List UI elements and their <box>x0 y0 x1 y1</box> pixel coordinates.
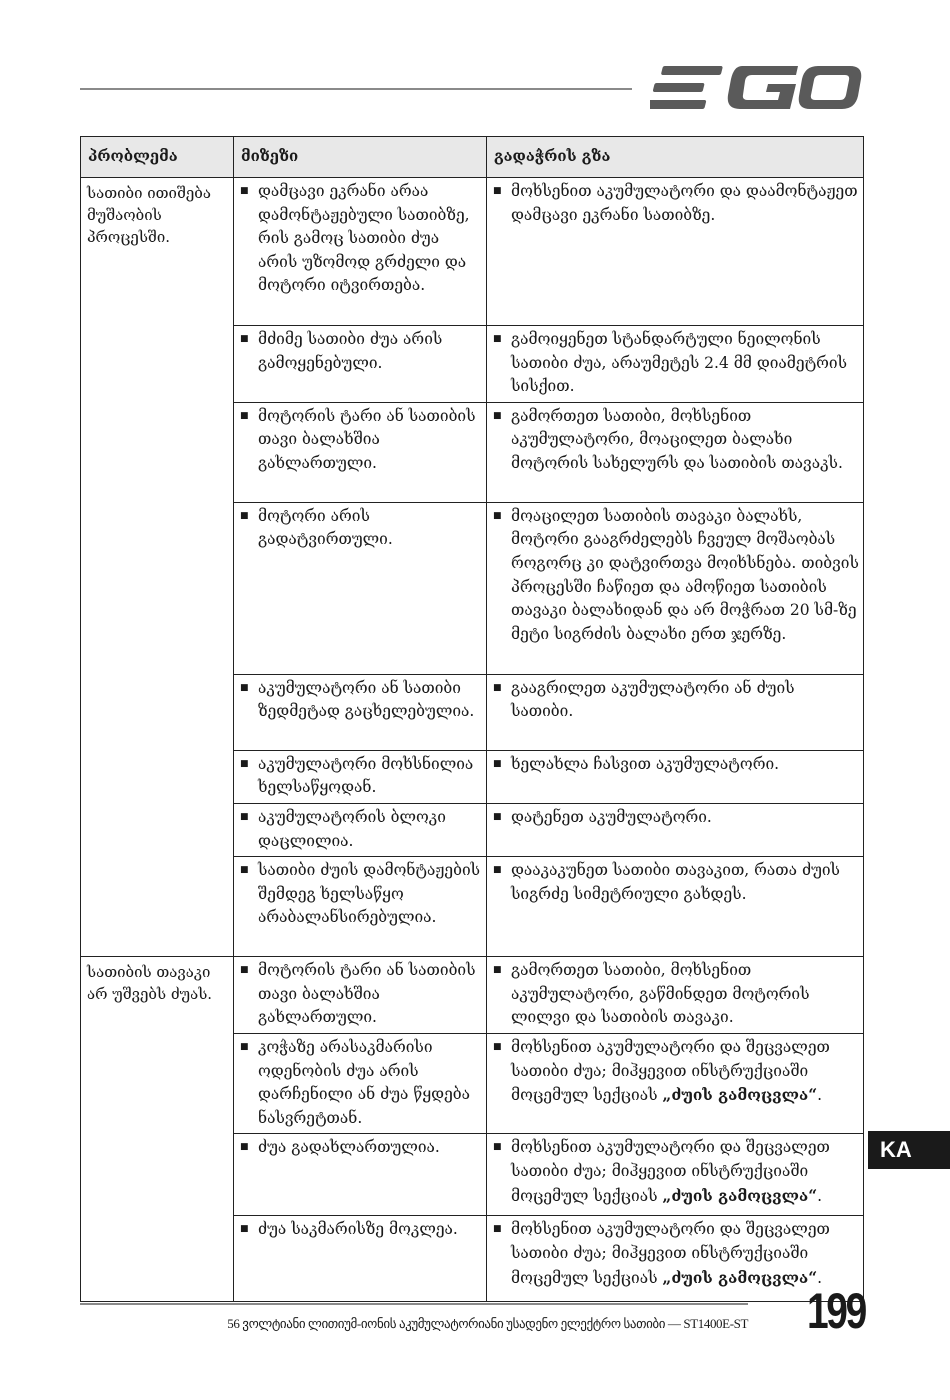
bullet-icon: ■ <box>240 811 249 822</box>
table-row <box>81 957 864 1034</box>
solution-cell <box>487 1134 864 1216</box>
cause-text: აკუმულატორი ან სათიბი ზედმეტად გაცხელებულია. <box>258 678 475 721</box>
cause-cell <box>234 957 487 1034</box>
bullet-icon: ■ <box>493 682 502 693</box>
bullet-icon: ■ <box>240 510 249 521</box>
bullet-icon: ■ <box>493 965 502 976</box>
bullet-icon: ■ <box>240 865 249 876</box>
solution-cell <box>487 178 864 326</box>
solution-cell <box>487 674 864 750</box>
solution-cell <box>487 857 864 957</box>
solution-end: . <box>817 1086 823 1105</box>
bullet-icon: ■ <box>240 965 249 976</box>
cause-text: ძუა გადახლართულია. <box>258 1138 440 1157</box>
troubleshooting-table <box>80 136 864 1302</box>
cause-text: მოტორის ტარი ან სათიბის თავი ბალახშია გახლართული. <box>258 406 476 472</box>
bullet-icon: ■ <box>493 334 502 344</box>
footer-rule <box>80 1303 748 1305</box>
section-reference: „ძუის გამოცვლა“ <box>662 1085 818 1105</box>
cause-text: მძიმე სათიბი ძუა არის გამოყენებული. <box>258 330 443 372</box>
bullet-icon: ■ <box>493 1224 502 1235</box>
solution-text <box>511 1136 860 1208</box>
cause-text: კოჭაზე არასაკმარისი ოდენობის ძუა არის დარჩენილი ან ძუა წყდება ნასვრეტთან. <box>258 1037 471 1127</box>
solution-plain: მოხსენით აკუმულატორი და შეცვალეთ სათიბი ძუა; მიჰყევით ინსტრუქციაში მოცემულ სექციას <box>511 1220 830 1287</box>
solution-cell <box>487 803 864 856</box>
cause-cell <box>234 326 487 403</box>
cause-cell <box>234 402 487 502</box>
language-tab: KA <box>868 1131 950 1169</box>
table-row <box>81 178 864 326</box>
solution-cell <box>487 326 864 403</box>
solution-text: გამოიყენეთ სტანდარტული ნეილონის სათიბი ძუა, არაუმეტეს 2.4 მმ დიამეტრის სისქით. <box>511 330 848 396</box>
bullet-icon: ■ <box>493 811 502 822</box>
footer-text: 56 ვოლტიანი ლითიუმ-იონის აკუმულატორიანი უსადენო ელექტრო სათიბი — ST1400E-ST <box>227 1316 748 1331</box>
solution-text: დააკაკუნეთ სათიბი თავაკით, რათა ძუის სიგრძე სიმეტრიული გახდეს. <box>511 861 840 903</box>
cause-cell <box>234 502 487 674</box>
bullet-icon: ■ <box>240 334 249 344</box>
bullet-icon: ■ <box>493 865 502 876</box>
bullet-icon: ■ <box>240 186 249 196</box>
section-reference: „ძუის გამოცვლა“ <box>662 1185 818 1205</box>
solution-cell <box>487 1033 864 1133</box>
cause-cell <box>234 750 487 803</box>
cause-cell <box>234 1134 487 1216</box>
solution-cell <box>487 957 864 1034</box>
section-reference: „ძუის გამოცვლა“ <box>662 1267 818 1287</box>
problem-cell: სათიბი ითიშება მუშაობის პროცესში. <box>81 178 234 957</box>
solution-plain: მოხსენით აკუმულატორი და შეცვალეთ სათიბი ძუა; მიჰყევით ინსტრუქციაში მოცემულ სექციას <box>511 1037 830 1105</box>
bullet-icon: ■ <box>240 1142 249 1153</box>
bullet-icon: ■ <box>240 1224 249 1235</box>
problem-cell: სათიბის თავაკი არ უშვებს ძუას. <box>81 957 234 1302</box>
solution-text <box>511 1036 860 1108</box>
cause-text: მოტორის ტარი ან სათიბის თავი ბალახშია გახლართული. <box>258 961 476 1027</box>
header-solution: გადაჭრის გზა <box>487 137 864 178</box>
solution-end: . <box>817 1186 823 1205</box>
header-rule <box>80 88 632 90</box>
solution-plain: მოხსენით აკუმულატორი და შეცვალეთ სათიბი ძუა; მიჰყევით ინსტრუქციაში მოცემულ სექციას <box>511 1138 830 1205</box>
solution-text: ხელახლა ჩასვით აკუმულატორი. <box>511 754 780 773</box>
cause-text: აკუმულატორის ბლოკი დაცლილია. <box>258 807 446 850</box>
bullet-icon: ■ <box>493 1041 502 1052</box>
bullet-icon: ■ <box>493 1142 502 1153</box>
cause-cell <box>234 178 487 326</box>
cause-cell <box>234 1216 487 1302</box>
cause-text: აკუმულატორი მოხსნილია ხელსაწყოდან. <box>258 754 474 797</box>
cause-text: ძუა საკმარისზე მოკლეა. <box>258 1220 458 1239</box>
cause-text: სათიბი ძუის დამონტაჟების შემდეგ ხელსაწყო არაბალანსირებულია. <box>258 861 481 927</box>
bullet-icon: ■ <box>493 410 502 421</box>
bullet-icon: ■ <box>240 1041 249 1052</box>
solution-text: დატენეთ აკუმულატორი. <box>511 807 712 826</box>
page-number: 199 <box>806 1283 865 1339</box>
solution-text: გამორთეთ სათიბი, მოხსენით აკუმულატორი, მოაცილეთ ბალახი მოტორის სახელურს და სათიბის თავაკს. <box>511 406 843 472</box>
solution-text: გააგრილეთ აკუმულატორი ან ძუის სათიბი. <box>511 678 795 721</box>
solution-text: გამორთეთ სათიბი, მოხსენით აკუმულატორი, გაწმინდეთ მოტორის ლილვი და სათიბის თავაკი. <box>511 961 810 1027</box>
bullet-icon: ■ <box>240 682 249 693</box>
header-cause: მიზეზი <box>234 137 487 178</box>
solution-text: მოაცილეთ სათიბის თავაკი ბალახს, მოტორი გააგრძელებს ჩვეულ მოშაობას როგორც კი დატვირთვა მოიხსნება. თიბვის პროცესში ჩაწიეთ და ამოწიეთ სათიბის თავაკი ბალახიდან და არ მოჭრათ 20 სმ-ზე მეტი სიგრძის ბალახი ერთ ჯერზე. <box>511 506 859 643</box>
bullet-icon: ■ <box>493 758 502 769</box>
cause-text: დამცავი ეკრანი არაა დამონტაჟებული სათიბზე, რის გამოც სათიბი ძუა არის უზომოდ გრძელი და მოტორი იტვირთება. <box>258 182 470 295</box>
solution-end: . <box>817 1268 823 1287</box>
cause-cell <box>234 857 487 957</box>
solution-cell <box>487 402 864 502</box>
ego-logo <box>650 62 862 114</box>
bullet-icon: ■ <box>240 758 249 769</box>
solution-cell <box>487 502 864 674</box>
cause-text: მოტორი არის გადატვირთული. <box>258 506 393 549</box>
table-header-row <box>81 137 864 178</box>
solution-text: მოხსენით აკუმულატორი და დაამონტაჟეთ დამცავი ეკრანი სათიბზე. <box>511 182 858 224</box>
header-problem: პრობლემა <box>81 137 234 178</box>
bullet-icon: ■ <box>493 510 502 521</box>
bullet-icon: ■ <box>240 410 249 421</box>
solution-text <box>511 1218 860 1290</box>
cause-cell <box>234 674 487 750</box>
cause-cell <box>234 803 487 856</box>
cause-cell <box>234 1033 487 1133</box>
bullet-icon: ■ <box>493 186 502 196</box>
solution-cell <box>487 750 864 803</box>
